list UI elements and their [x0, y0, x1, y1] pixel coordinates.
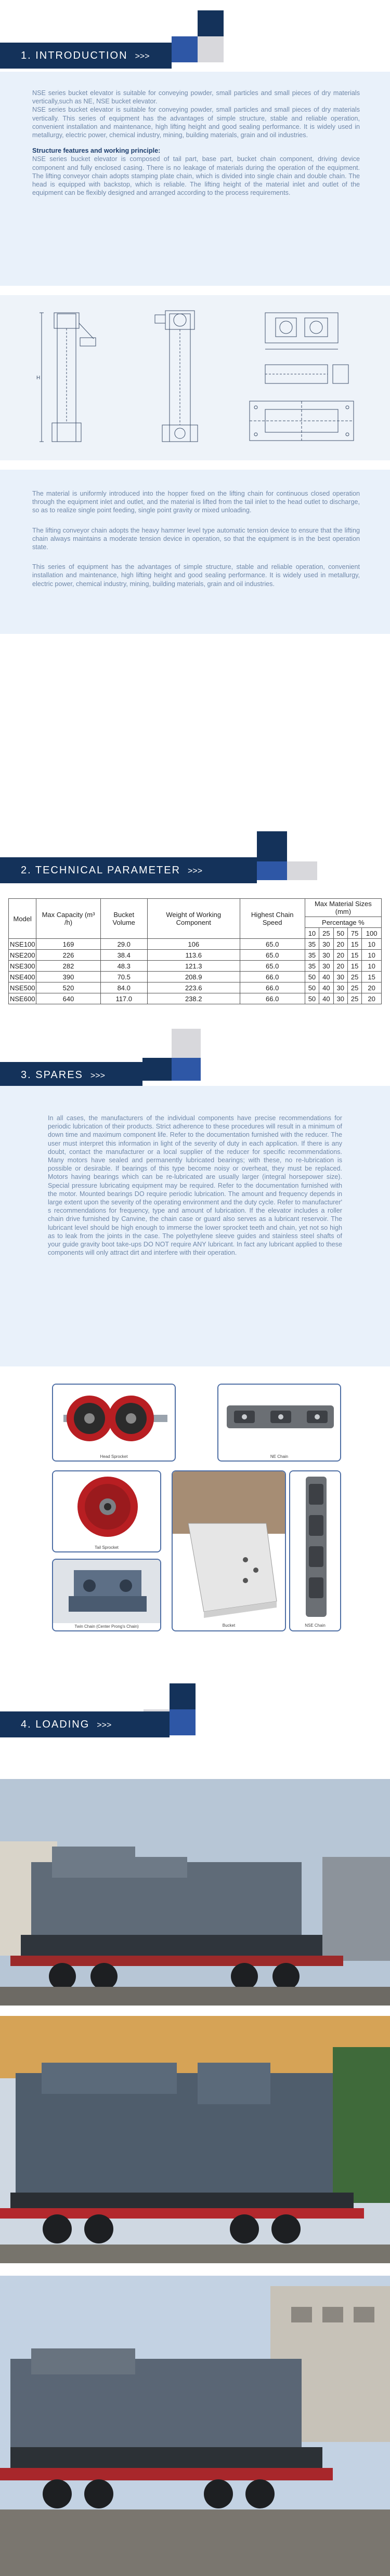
header-square-grey — [172, 1029, 201, 1058]
col-sizes: Max Material Sizes (mm) — [305, 899, 381, 917]
nse-chain-image — [290, 1471, 341, 1622]
cell-p25: 30 — [319, 939, 333, 950]
cell-speed: 66.0 — [240, 972, 305, 982]
cell-model: NSE300 — [9, 961, 36, 972]
cell-bucket: 84.0 — [100, 982, 147, 993]
header-square-navy — [170, 1683, 196, 1709]
cell-p50: 20 — [333, 950, 347, 961]
cell-capacity: 640 — [36, 993, 100, 1004]
cell-p75: 25 — [347, 972, 361, 982]
cell-p25: 40 — [319, 993, 333, 1004]
table-row — [9, 993, 382, 1004]
section-header-loading: 4. LOADING >>> — [0, 1711, 170, 1737]
cell-weight: 223.6 — [147, 982, 240, 993]
cell-weight: 208.9 — [147, 972, 240, 982]
cell-model: NSE500 — [9, 982, 36, 993]
cell-capacity: 282 — [36, 961, 100, 972]
pct-header: 25 — [319, 928, 333, 939]
spare-card-ne-chain — [217, 1384, 341, 1462]
intro-text — [32, 89, 360, 197]
header-square-navy — [257, 831, 287, 861]
header-square-grey — [287, 861, 317, 880]
table-row — [9, 972, 382, 982]
truck-loading-image-1 — [0, 1779, 390, 2006]
loading-photo-1 — [0, 1779, 390, 2006]
cell-p100: 10 — [362, 939, 382, 950]
cell-bucket: 29.0 — [100, 939, 147, 950]
pct-header: 75 — [347, 928, 361, 939]
cell-capacity: 169 — [36, 939, 100, 950]
col-bucket: Bucket Volume — [100, 899, 147, 939]
table-row — [9, 982, 382, 993]
cell-model: NSE100 — [9, 939, 36, 950]
intro-paragraph-2: NSE series bucket elevator is suitable for conveying powder, small particles and small pieces of dry materials vertically. This series of equipment has the advantages of simple structure, stable and reliable operation, convenient installation and maintenance, high lifting height and good sealing performance. It is widely used in metallurgy, electric power, chemical industry, mining, building materials, grain and oil industries. — [32, 106, 360, 139]
height-dimension-label: H — [36, 375, 41, 381]
header-square-blue — [257, 861, 287, 880]
table-row — [9, 961, 382, 972]
spare-card-nse-chain — [289, 1470, 341, 1631]
pct-header: 100 — [362, 928, 382, 939]
cell-bucket: 38.4 — [100, 950, 147, 961]
loading-photo-2 — [0, 2016, 390, 2263]
ne-chain-image — [218, 1385, 341, 1452]
intro-paragraph-3: NSE series bucket elevator is composed of tail part, base part, bucket chain component, driving device component and fully enclosed casing. There is no leakage of materials during the operation of the equipment. The lifting conveyor chain adopts stamping plate chain, which is divided into single chain and double chain. The head is equipped with backstop, which is reliable. The lifting height of the material inlet and outlet of the equipment can be flexibly designed and arranged according to the process requirements. — [32, 155, 360, 197]
cell-bucket: 48.3 — [100, 961, 147, 972]
cell-p50: 30 — [333, 993, 347, 1004]
cell-capacity: 520 — [36, 982, 100, 993]
spare-card-head-sprocket — [52, 1384, 176, 1462]
cell-p25: 30 — [319, 961, 333, 972]
cell-weight: 238.2 — [147, 993, 240, 1004]
cell-p100: 20 — [362, 982, 382, 993]
cell-p10: 35 — [305, 961, 319, 972]
principle-paragraph-2: The lifting conveyor chain adopts the heavy hammer level type automatic tension device to ensure that the lifting chain always maintains a moderate tension device in operation, so that the equipment is in the best operation state. — [32, 526, 360, 551]
caption-nse-chain: NSE Chain — [305, 1623, 326, 1628]
spare-card-twin-chain — [52, 1559, 161, 1631]
cell-p75: 25 — [347, 982, 361, 993]
cell-p50: 30 — [333, 982, 347, 993]
technical-parameter-table — [8, 898, 382, 1004]
cell-p100: 15 — [362, 972, 382, 982]
cell-p25: 40 — [319, 972, 333, 982]
cell-model: NSE400 — [9, 972, 36, 982]
intro-panel — [0, 72, 390, 286]
technical-drawing — [21, 308, 369, 448]
cell-speed: 65.0 — [240, 961, 305, 972]
principle-panel — [0, 470, 390, 634]
spare-card-tail-sprocket — [52, 1470, 161, 1552]
cell-p50: 20 — [333, 961, 347, 972]
cell-bucket: 70.5 — [100, 972, 147, 982]
bucket-image — [173, 1471, 286, 1622]
table-row — [9, 939, 382, 950]
cell-p100: 10 — [362, 961, 382, 972]
cell-p25: 40 — [319, 982, 333, 993]
col-weight: Weight of Working Component — [147, 899, 240, 939]
cell-p10: 50 — [305, 993, 319, 1004]
cell-bucket: 117.0 — [100, 993, 147, 1004]
spares-text: In all cases, the manufacturers of the individual components have precise recommendations for periodic lubrication of their products. Strict adherence to these procedures will result in a minimum of down time and maximum component life. Refer to the documentation furnished with the reducer. The user must interpret this information in light of the severity of duty in each application. If there is any doubt, contact the manufacturer or a local supplier of the reducer for specific recommendations. Many motors have sealed and permanently lubricated bearings; with these, no re-lubrication is possible or desirable. If bearings of this type become noisy or overheat, they must be replaced. Motors having bearings which can be re-lubricated are usually larger (integral horsepower size). Special pressure lubricating equipment may be required. Refer to the documentation furnished with the motor. Mounted bearings DO require periodic lubrication. The amount and frequency depends in large extent upon the severity of the operating environment and the duty cycle. Refer to manufacturer' s recommendations for frequency, type and amount of lubrication. If the elevator includes a roller chain drive furnished by Canvine, the chain case or guard also serves as a lubricant reservoir. The lubricant level should be high enough to immerse the lower sprocket teeth and chain, yet not so high as to leak from the joints in the case. The polyethylene sleeve guides and stainless steel shafts of your guide gravity boot take-ups DO NOT require ANY lubricant. In fact any lubricant applied to these components will only attract dirt and interfere with their operation. — [48, 1114, 342, 1257]
caption-tail-sprocket: Tail Sprocket — [95, 1545, 119, 1550]
principle-paragraph-3: This series of equipment has the advantages of simple structure, stable and reliable operation, convenient installation and maintenance, high lifting height and good sealing performance. It is widely used in metallurgy, electric power, chemical industry, mining, building materials, grain and oil industries. — [32, 563, 360, 588]
tail-sprocket-image — [53, 1471, 161, 1544]
cell-model: NSE600 — [9, 993, 36, 1004]
col-percentage: Percentage % — [305, 917, 381, 928]
cell-p10: 35 — [305, 939, 319, 950]
section-header-spares: 3. SPARES >>> — [0, 1062, 142, 1088]
cell-weight: 121.3 — [147, 961, 240, 972]
cell-p75: 25 — [347, 993, 361, 1004]
cell-speed: 66.0 — [240, 982, 305, 993]
cell-p75: 15 — [347, 961, 361, 972]
cell-capacity: 390 — [36, 972, 100, 982]
col-speed: Highest Chain Speed — [240, 899, 305, 939]
cell-speed: 66.0 — [240, 993, 305, 1004]
header-square-navy — [198, 10, 224, 36]
pct-header: 10 — [305, 928, 319, 939]
caption-ne-chain: NE Chain — [270, 1454, 289, 1459]
col-capacity: Max Capacity (m³ /h) — [36, 899, 100, 939]
cell-p10: 50 — [305, 982, 319, 993]
header-square-blue — [170, 1709, 196, 1735]
structure-title: Structure features and working principle: — [32, 147, 161, 155]
intro-paragraph-1: NSE series bucket elevator is suitable for conveying powder, small particles and small pieces of dry materials vertically,such as NE, NSE bucket elevator. — [32, 89, 360, 105]
cell-weight: 113.6 — [147, 950, 240, 961]
cell-capacity: 226 — [36, 950, 100, 961]
cell-p50: 20 — [333, 939, 347, 950]
caption-head-sprocket: Head Sprocket — [100, 1454, 128, 1459]
cell-speed: 65.0 — [240, 939, 305, 950]
header-square-navy — [142, 1058, 172, 1081]
spare-card-bucket — [172, 1470, 286, 1631]
cell-model: NSE200 — [9, 950, 36, 961]
cell-p10: 35 — [305, 950, 319, 961]
truck-loading-image-3 — [0, 2276, 390, 2576]
cell-weight: 106 — [147, 939, 240, 950]
twin-chain-image — [53, 1560, 161, 1623]
truck-loading-image-2 — [0, 2016, 390, 2263]
cell-speed: 65.0 — [240, 950, 305, 961]
cell-p100: 20 — [362, 993, 382, 1004]
loading-photo-3 — [0, 2276, 390, 2576]
cell-p25: 30 — [319, 950, 333, 961]
cell-p100: 10 — [362, 950, 382, 961]
caption-twin-chain: Twin Chain (Center Prong's Chain) — [74, 1624, 139, 1629]
col-model: Model — [9, 899, 36, 939]
table-row — [9, 950, 382, 961]
caption-bucket: Bucket — [222, 1623, 236, 1628]
header-square-grey — [198, 36, 224, 62]
cell-p10: 50 — [305, 972, 319, 982]
principle-paragraph-1: The material is uniformly introduced into the hopper fixed on the lifting chain for continuous closed operation through the equipment inlet and outlet, and the material is lifted from the tail inlet to the head outlet to discharge, so as to realize single point feeding, single point gravity or mixed unloading. — [32, 490, 360, 514]
section-header-technical: 2. TECHNICAL PARAMETER >>> — [0, 857, 257, 883]
header-square-blue — [172, 36, 198, 62]
cell-p50: 30 — [333, 972, 347, 982]
pct-header: 50 — [333, 928, 347, 939]
cell-p75: 15 — [347, 950, 361, 961]
spares-panel — [0, 1086, 390, 1366]
section-header-introduction: 1. INTRODUCTION >>> — [0, 43, 172, 69]
cell-p75: 15 — [347, 939, 361, 950]
head-sprocket-image — [53, 1385, 176, 1452]
header-square-blue — [172, 1058, 201, 1081]
